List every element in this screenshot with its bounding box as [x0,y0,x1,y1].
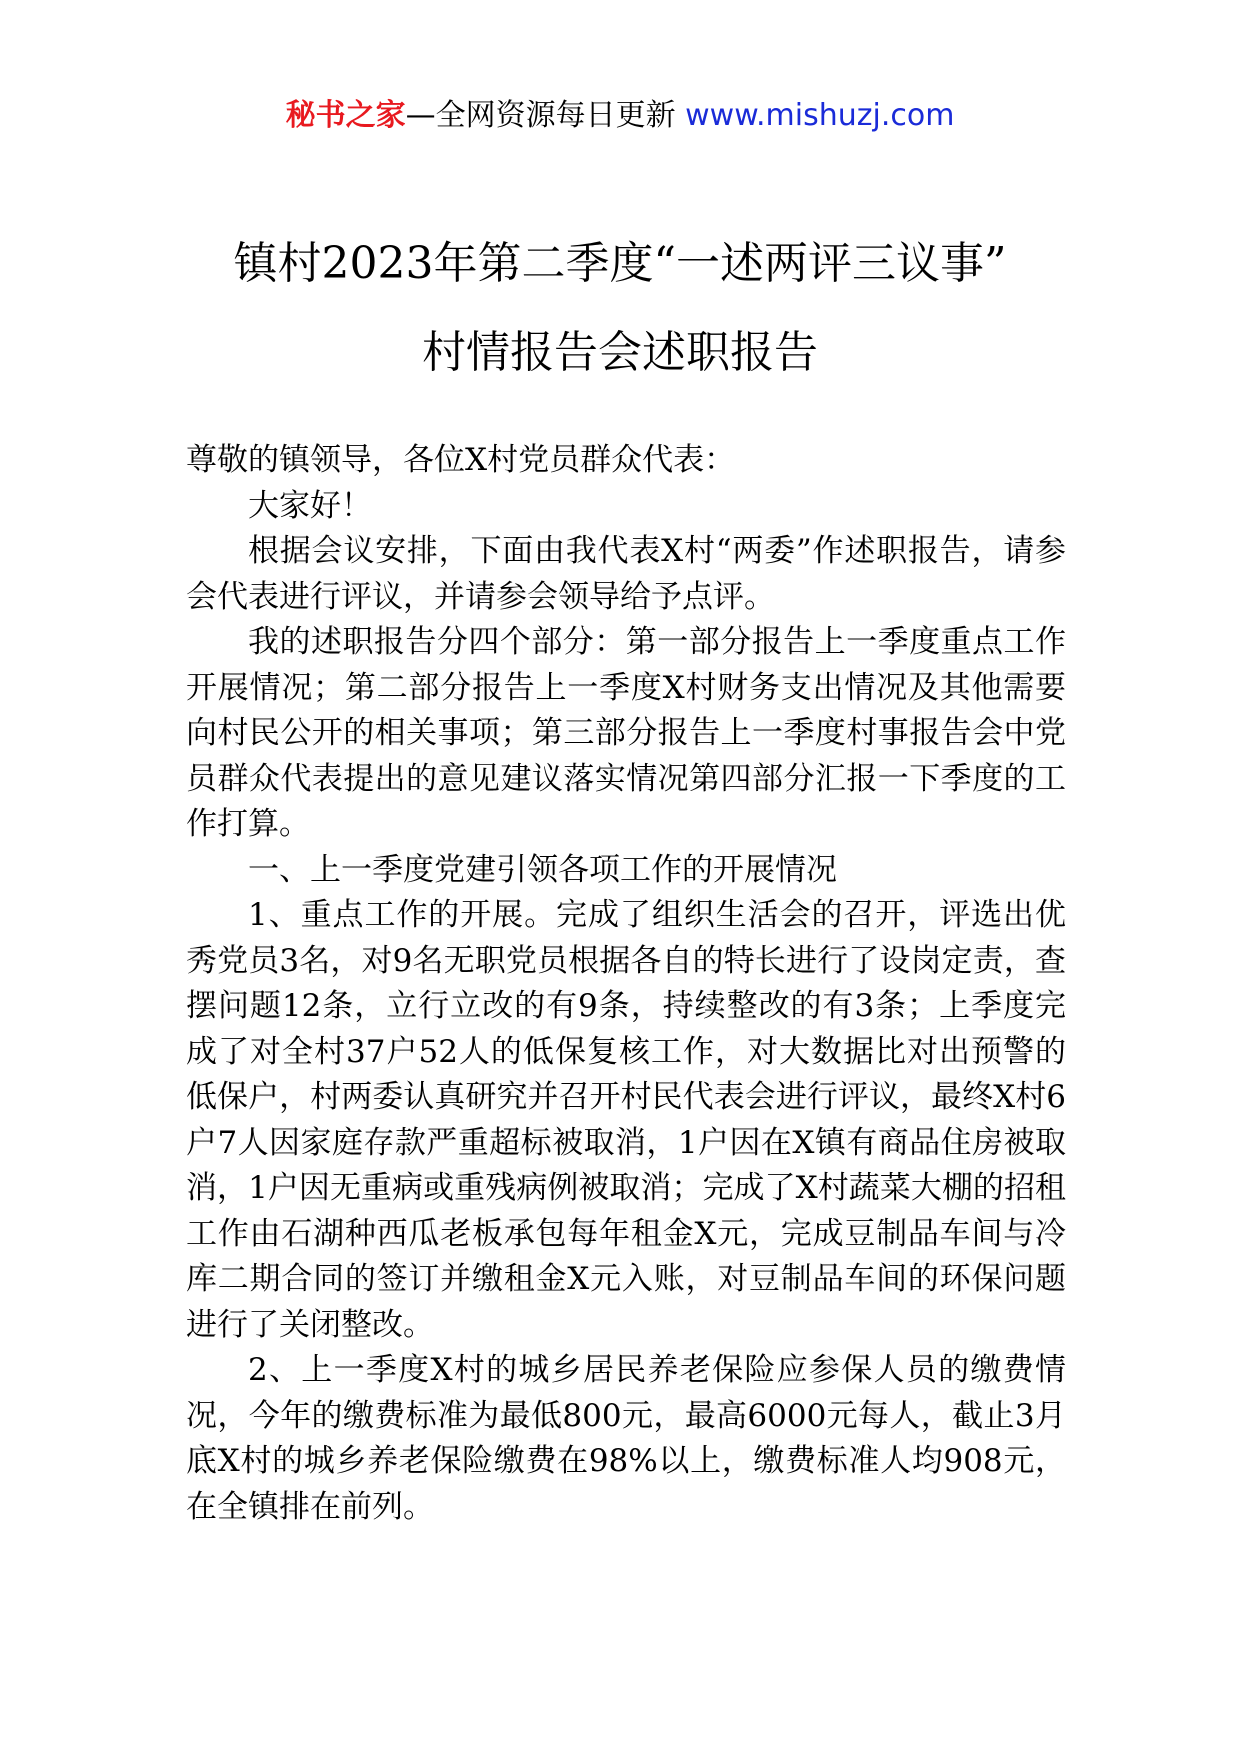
site-tagline: —全网资源每日更新 [405,98,676,133]
salutation: 尊敬的镇领导，各位X村党员群众代表： [186,442,736,478]
paragraph-intro: 根据会议安排，下面由我代表X村“两委”作述职报告，请参会代表进行评议，并请参会领导给予点评。 [186,533,1066,615]
paragraph-outline: 我的述职报告分四个部分：第一部分报告上一季度重点工作开展情况；第二部分报告上一季度X村财务支出情况及其他需要向村民公开的相关事项；第三部分报告上一季度村事报告会中党员群众代表提出的意见建议落实情况第四部分汇报一下季度的工作打算。 [186,624,1066,842]
section-heading-1: 一、上一季度党建引领各项工作的开展情况 [248,851,837,888]
site-brand: 秘书之家 [285,98,406,133]
paragraph-pension: 2、上一季度X村的城乡居民养老保险应参保人员的缴费情况，今年的缴费标准为最低800元，最高6000元每人，截止3月底X村的城乡养老保险缴费在98%以上，缴费标准人均908元，在全镇排在前列。 [186,1352,1066,1525]
document-title-line-2: 村情报告会述职报告 [422,327,818,378]
document-title-line-1: 镇村2023年第二季度“一述两评三议事” [233,238,1007,289]
paragraph-key-work: 1、重点工作的开展。完成了组织生活会的召开，评选出优秀党员3名，对9名无职党员根据各自的特长进行了设岗定责，查摆问题12条，立行立改的有9条，持续整改的有3条；上季度完成了对全村37户52人的低保复核工作，对大数据比对出预警的低保户，村两委认真研究并召开村民代表会进行评议，最终X村6户7人因家庭存款严重超标被取消，1户因在X镇有商品住房被取消，1户因无重病或重残病例被取消；完成了X村蔬菜大棚的招租工作由石湖种西瓜老板承包每年租金X元，完成豆制品车间与冷库二期合同的签订并缴租金X元入账，对豆制品车间的环保问题进行了关闭整改。 [186,897,1066,1343]
site-header [0,96,1240,136]
document-body [186,438,1066,1530]
site-url-link[interactable]: www.mishuzj.com [685,98,955,133]
greeting: 大家好！ [248,487,372,524]
